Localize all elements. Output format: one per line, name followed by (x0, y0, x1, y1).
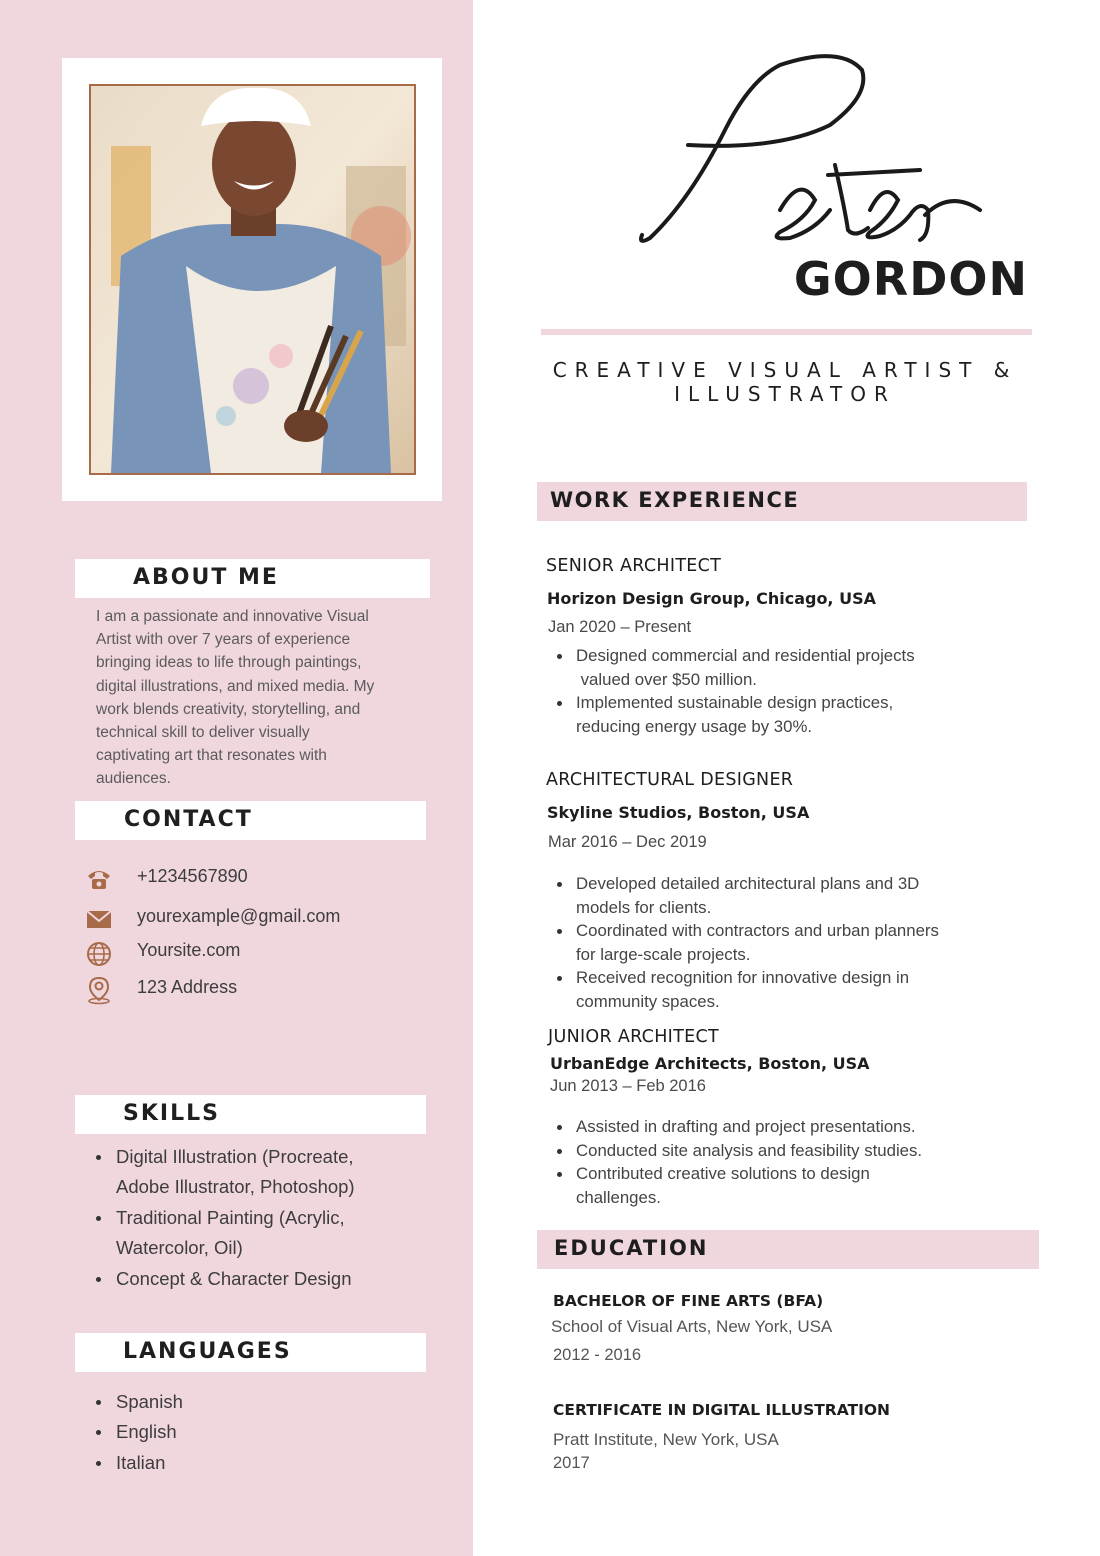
job-bullets (548, 1115, 922, 1209)
contact-header (75, 801, 426, 840)
location-pin-icon (84, 975, 114, 1005)
about-text (96, 605, 426, 791)
profile-photo-illustration (91, 86, 414, 473)
job-dates: Jun 2013 – Feb 2016 (550, 1077, 706, 1095)
job-bullet: Contributed creative solutions to design challenges. (548, 1162, 922, 1209)
edu-degree: BACHELOR OF FINE ARTS (BFA) (553, 1292, 824, 1310)
contact-email (84, 904, 444, 934)
about-line: audiences. (96, 770, 171, 788)
profile-photo (89, 84, 416, 475)
about-header (75, 559, 430, 598)
about-line: technical skill to deliver visually (96, 724, 310, 742)
mail-icon (84, 904, 114, 934)
languages-header (75, 1333, 426, 1372)
language-item: Italian (96, 1448, 183, 1478)
language-item: Spanish (96, 1387, 183, 1417)
globe-icon (84, 938, 114, 968)
skills-header (75, 1095, 426, 1134)
skill-item: Concept & Character Design (96, 1264, 355, 1294)
job-title: SENIOR ARCHITECT (546, 556, 722, 576)
job-title: ARCHITECTURAL DESIGNER (546, 770, 794, 790)
contact-website (84, 938, 444, 968)
skill-item: Traditional Painting (Acrylic, Watercolor, Oil) (96, 1203, 355, 1264)
work-header (537, 482, 1027, 521)
address-text: 123 Address (137, 977, 238, 997)
job-bullets (548, 644, 915, 738)
job-dates: Jan 2020 – Present (548, 618, 692, 636)
language-item: English (96, 1417, 183, 1447)
contact-heading: CONTACT (124, 807, 253, 832)
edu-degree: CERTIFICATE IN DIGITAL ILLUSTRATION (553, 1401, 891, 1419)
education-heading: EDUCATION (554, 1236, 709, 1260)
edu-years: 2017 (553, 1454, 590, 1472)
job-title-line1: CREATIVE VISUAL ARTIST & (552, 358, 1018, 382)
job-company: UrbanEdge Architects, Boston, USA (550, 1054, 870, 1073)
job-title: JUNIOR ARCHITECT (548, 1027, 719, 1047)
about-heading: ABOUT ME (133, 565, 279, 590)
phone-text[interactable]: +1234567890 (137, 866, 248, 886)
job-bullets (548, 872, 939, 1013)
contact-phone (84, 864, 444, 894)
job-bullet: Implemented sustainable design practices, reducing energy usage by 30%. (548, 691, 915, 738)
job-bullet: Assisted in drafting and project presentations. (548, 1115, 922, 1139)
job-bullet: Coordinated with contractors and urban planners for large-scale projects. (548, 919, 939, 966)
about-line: captivating art that resonates with (96, 747, 327, 765)
skills-heading: SKILLS (123, 1101, 220, 1126)
job-company: Horizon Design Group, Chicago, USA (547, 589, 876, 608)
job-dates: Mar 2016 – Dec 2019 (548, 833, 707, 851)
job-company: Skyline Studios, Boston, USA (547, 803, 810, 822)
phone-icon (84, 864, 114, 894)
job-title-line2: ILLUSTRATOR (674, 382, 896, 406)
job-bullet: Developed detailed architectural plans and 3D models for clients. (548, 872, 939, 919)
edu-years: 2012 - 2016 (553, 1346, 642, 1364)
work-heading: WORK EXPERIENCE (550, 488, 800, 512)
about-line: Artist with over 7 years of experience (96, 631, 351, 649)
languages-heading: LANGUAGES (123, 1339, 292, 1364)
last-name: GORDON (793, 252, 1028, 306)
skills-list (96, 1142, 355, 1294)
education-header (537, 1230, 1039, 1269)
skill-item: Digital Illustration (Procreate, Adobe Illustrator, Photoshop) (96, 1142, 355, 1203)
email-text[interactable]: yourexample@gmail.com (137, 906, 341, 926)
website-text[interactable]: Yoursite.com (137, 940, 241, 960)
first-name-script (630, 50, 1000, 250)
job-bullet: Conducted site analysis and feasibility studies. (548, 1139, 922, 1163)
contact-address (84, 975, 444, 1005)
about-line: bringing ideas to life through paintings, (96, 654, 362, 672)
name-divider (541, 329, 1032, 335)
edu-school: School of Visual Arts, New York, USA (551, 1317, 833, 1336)
job-bullet: Received recognition for innovative design in community spaces. (548, 966, 939, 1013)
edu-school: Pratt Institute, New York, USA (553, 1430, 779, 1449)
languages-list (96, 1387, 183, 1478)
about-line: digital illustrations, and mixed media. My (96, 677, 375, 695)
about-line: I am a passionate and innovative Visual (96, 608, 369, 625)
about-line: work blends creativity, storytelling, and (96, 700, 361, 718)
job-bullet: Designed commercial and residential projects valued over $50 million. (548, 644, 915, 691)
